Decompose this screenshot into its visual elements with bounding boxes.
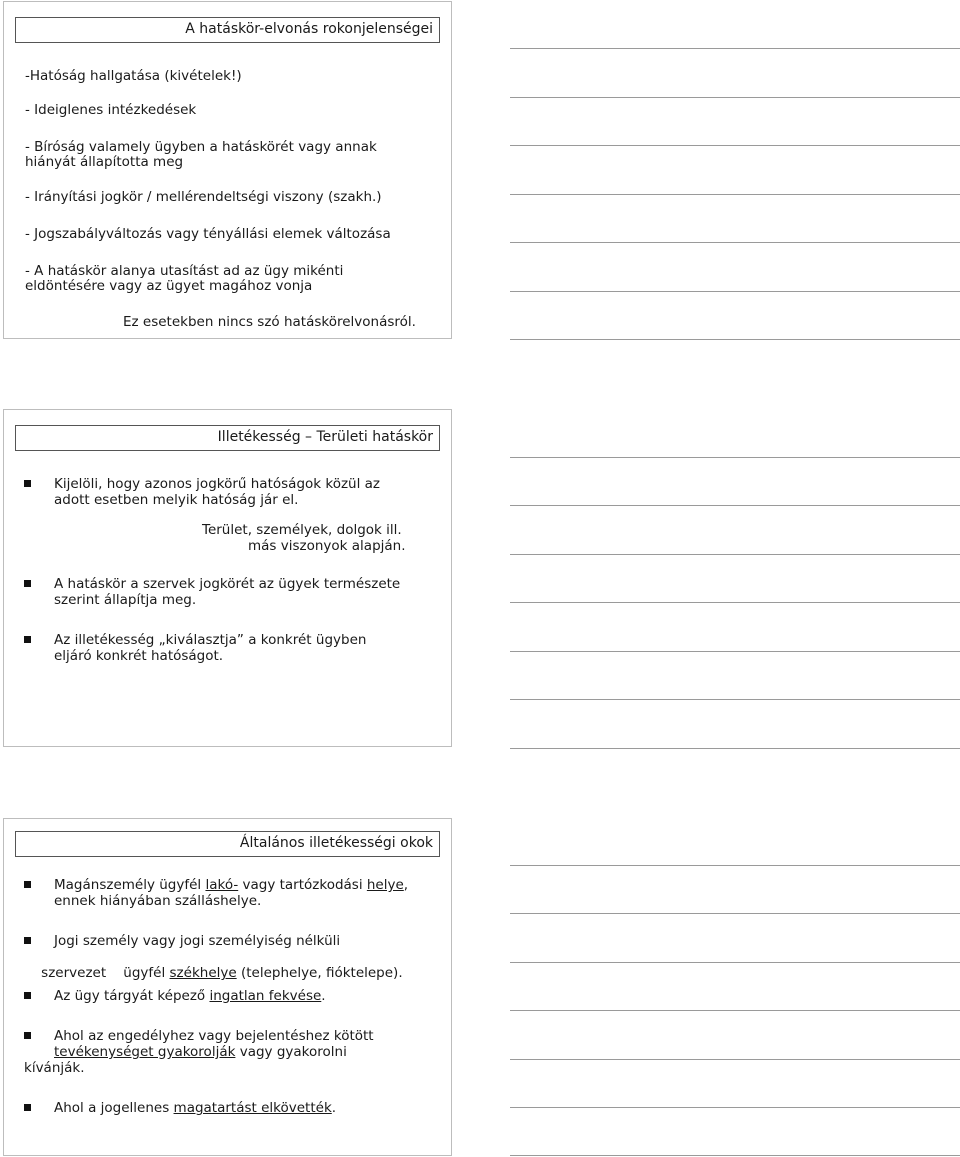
note-line xyxy=(510,97,960,98)
slide-text: szerint állapítja meg. xyxy=(54,592,197,608)
slide-text: hiányát állapította meg xyxy=(25,154,184,170)
bullet-icon xyxy=(24,580,31,587)
note-line xyxy=(510,339,960,340)
note-line xyxy=(510,962,960,963)
note-line xyxy=(510,748,960,749)
slide-title: Általános illetékességi okok xyxy=(15,831,440,857)
slide-2 xyxy=(3,409,452,747)
slide-text: kívánják. xyxy=(24,1060,85,1076)
slide-text: Terület, személyek, dolgok ill. xyxy=(202,522,402,538)
note-line xyxy=(510,554,960,555)
note-line xyxy=(510,457,960,458)
slide-text: Ahol az engedélyhez vagy bejelentéshez kötött xyxy=(54,1028,374,1044)
slide-text: - Ideiglenes intézkedések xyxy=(25,102,197,118)
slide-title: Illetékesség – Területi hatáskör xyxy=(15,425,440,451)
slide-text: A hatáskör a szervek jogkörét az ügyek természete xyxy=(54,576,401,592)
note-line xyxy=(510,1155,960,1156)
bullet-icon xyxy=(24,1104,31,1111)
note-line xyxy=(510,291,960,292)
note-line xyxy=(510,699,960,700)
bullet-icon xyxy=(24,992,31,999)
note-line xyxy=(510,913,960,914)
slide-conclusion: Ez esetekben nincs szó hatáskörelvonásról. xyxy=(123,314,416,330)
bullet-icon xyxy=(24,937,31,944)
note-line xyxy=(510,602,960,603)
notes-area xyxy=(510,0,960,1157)
slide-text: tevékenységet gyakorolják vagy gyakorolni xyxy=(54,1044,347,1060)
slide-text: eldöntésére vagy az ügyet magához vonja xyxy=(25,278,313,294)
note-line xyxy=(510,48,960,49)
slide-title: A hatáskör-elvonás rokonjelenségei xyxy=(15,17,440,43)
bullet-icon xyxy=(24,480,31,487)
bullet-icon xyxy=(24,636,31,643)
slide-text: Jogi személy vagy jogi személyiség nélküli xyxy=(54,933,341,949)
note-line xyxy=(510,1059,960,1060)
slide-text: szervezet ügyfél székhelye (telephelye, fióktelepe). xyxy=(41,965,403,981)
slide-text: adott esetben melyik hatóság jár el. xyxy=(54,492,299,508)
note-line xyxy=(510,145,960,146)
note-line xyxy=(510,1010,960,1011)
slide-3 xyxy=(3,818,452,1156)
slide-text: Az illetékesség „kiválasztja” a konkrét ügyben xyxy=(54,632,367,648)
note-line xyxy=(510,505,960,506)
slide-text: más viszonyok alapján. xyxy=(248,538,406,554)
note-line xyxy=(510,651,960,652)
bullet-icon xyxy=(24,881,31,888)
slide-text: Az ügy tárgyát képező ingatlan fekvése. xyxy=(54,988,326,1004)
slide-text: Kijelöli, hogy azonos jogkörű hatóságok közül az xyxy=(54,476,381,492)
note-line xyxy=(510,194,960,195)
slide-text: - Bíróság valamely ügyben a hatáskörét vagy annak xyxy=(25,139,377,155)
slide-text: eljáró konkrét hatóságot. xyxy=(54,648,224,664)
slide-text: Ahol a jogellenes magatartást elkövették. xyxy=(54,1100,337,1116)
slide-text: - A hatáskör alanya utasítást ad az ügy mikénti xyxy=(25,263,344,279)
bullet-icon xyxy=(24,1032,31,1039)
note-line xyxy=(510,242,960,243)
slide-text: - Jogszabályváltozás vagy tényállási elemek változása xyxy=(25,226,391,242)
slide-text: -Hatóság hallgatása (kivételek!) xyxy=(25,68,242,84)
slide-text: - Irányítási jogkör / mellérendeltségi viszony (szakh.) xyxy=(25,189,382,205)
slide-text: ennek hiányában szálláshelye. xyxy=(54,893,262,909)
slide-1 xyxy=(3,1,452,339)
note-line xyxy=(510,1107,960,1108)
note-line xyxy=(510,865,960,866)
slide-text: Magánszemély ügyfél lakó- vagy tartózkodási helye, xyxy=(54,877,409,893)
